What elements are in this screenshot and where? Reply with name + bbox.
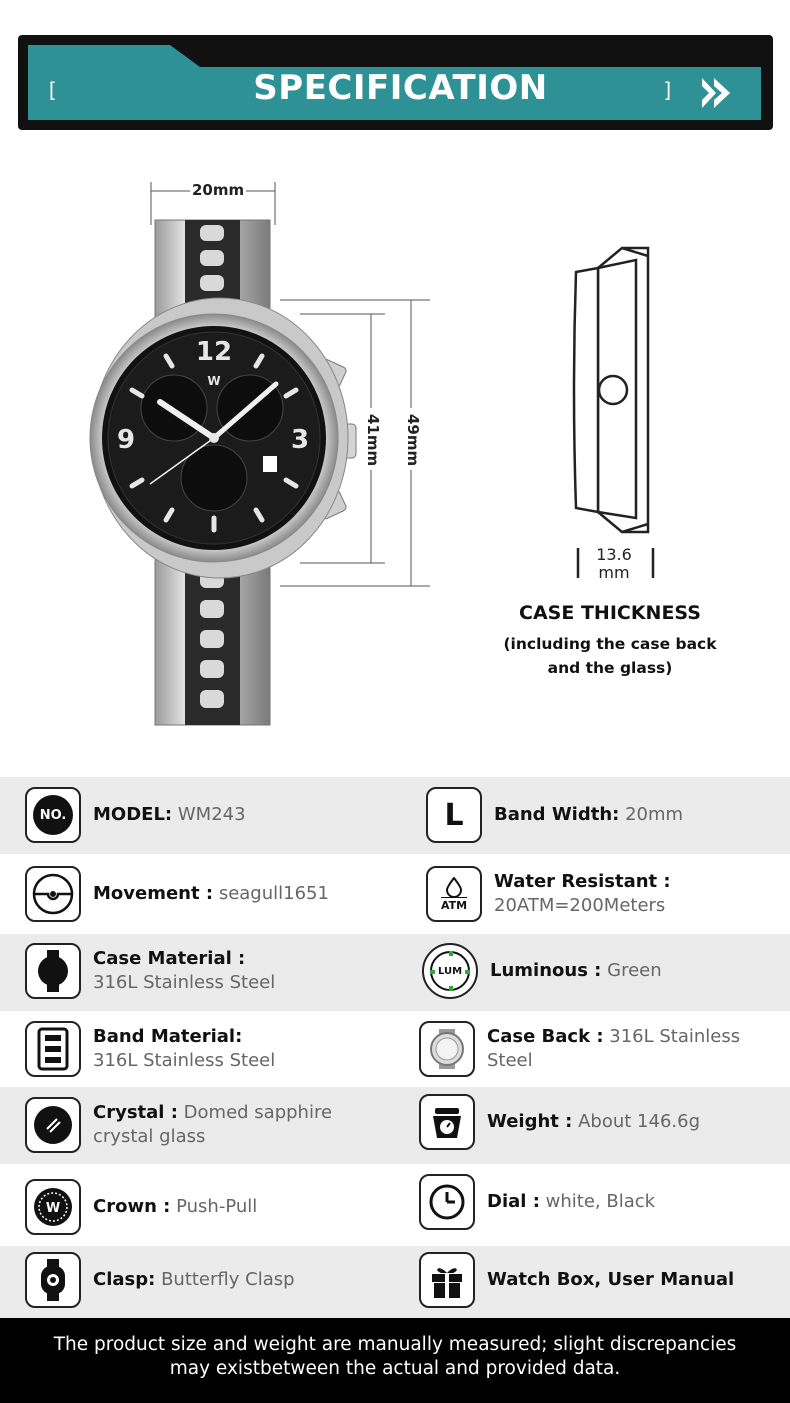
spec-crystal xyxy=(25,1097,332,1153)
band-width-icon xyxy=(426,787,482,843)
spec-luminous xyxy=(422,943,662,999)
dial-label: Dial : xyxy=(487,1191,540,1212)
bracelet-icon xyxy=(25,1021,81,1077)
model-value: WM243 xyxy=(177,804,246,825)
disclaimer-footer xyxy=(0,1318,790,1403)
band-width-dimension: 20mm xyxy=(192,181,245,199)
luminous-icon-text: LUM xyxy=(437,965,463,977)
movement-icon xyxy=(25,866,81,922)
spec-case-material xyxy=(25,943,275,999)
case-material-value: 316L Stainless Steel xyxy=(93,972,276,993)
dial-value: white, Black xyxy=(545,1191,656,1212)
crown-label: Crown : xyxy=(93,1196,171,1217)
luminous-label: Luminous : xyxy=(490,960,602,981)
water-label: Water Resistant : xyxy=(494,871,671,892)
water-icon-text: ATM xyxy=(440,898,468,912)
disclaimer-line-1: The product size and weight are manually measured; slight discrepancies xyxy=(53,1334,737,1355)
weight-value: About 146.6g xyxy=(578,1111,700,1132)
crown-icon xyxy=(25,1179,81,1235)
case-back-value: 316L Stainless Steel xyxy=(487,1026,741,1071)
svg-text:12: 12 xyxy=(195,337,233,367)
band-width-label: Band Width: xyxy=(494,804,620,825)
svg-text:9: 9 xyxy=(116,425,136,455)
model-label: MODEL: xyxy=(93,804,173,825)
svg-text:3: 3 xyxy=(290,425,310,455)
movement-value: seagull1651 xyxy=(218,883,329,904)
case-icon xyxy=(25,943,81,999)
spec-model xyxy=(25,787,246,843)
lug-dimension: 49mm xyxy=(404,414,422,467)
spec-band-material xyxy=(25,1021,275,1077)
band-material-label: Band Material: xyxy=(93,1026,243,1047)
luminous-icon xyxy=(422,943,478,999)
thickness-dimension: 13.6 mm xyxy=(596,545,632,582)
clasp-value: Butterfly Clasp xyxy=(161,1269,295,1290)
crown-value: Push-Pull xyxy=(176,1196,258,1217)
luminous-value: Green xyxy=(607,960,662,981)
bracket-right-icon: ] xyxy=(662,78,675,102)
band-width-icon-text: L xyxy=(444,797,464,833)
spec-case-back xyxy=(419,1021,790,1077)
scale-icon xyxy=(419,1094,475,1150)
dial-dimension: 41mm xyxy=(364,414,382,467)
crystal-icon xyxy=(25,1097,81,1153)
case-back-icon xyxy=(419,1021,475,1077)
spec-weight xyxy=(419,1094,700,1150)
case-thickness-subtitle xyxy=(490,632,730,680)
weight-label: Weight : xyxy=(487,1111,573,1132)
case-back-label: Case Back : xyxy=(487,1026,604,1047)
gift-box-icon xyxy=(419,1252,475,1308)
lum-badge xyxy=(430,951,470,991)
case-thickness-line2: and the glass) xyxy=(547,659,673,677)
clasp-label: Clasp: xyxy=(93,1269,156,1290)
crystal-value-1: Domed sapphire xyxy=(183,1102,333,1123)
spec-crown xyxy=(25,1179,257,1235)
case-thickness-title: CASE THICKNESS xyxy=(519,602,701,624)
spec-clasp xyxy=(25,1252,295,1308)
spec-band-width xyxy=(426,787,683,843)
spec-movement xyxy=(25,866,329,922)
clasp-icon xyxy=(25,1252,81,1308)
bracket-left-icon: [ xyxy=(46,78,59,102)
spec-dial xyxy=(419,1174,655,1230)
band-width-value: 20mm xyxy=(625,804,684,825)
svg-text:W: W xyxy=(45,1201,61,1216)
crystal-label: Crystal : xyxy=(93,1102,178,1123)
crystal-value-2: crystal glass xyxy=(93,1126,206,1147)
model-icon-text: NO. xyxy=(33,795,73,835)
clock-icon xyxy=(419,1174,475,1230)
case-thickness-line1: (including the case back xyxy=(503,635,717,653)
model-number-icon xyxy=(25,787,81,843)
box-label: Watch Box, User Manual xyxy=(487,1269,735,1290)
movement-label: Movement : xyxy=(93,883,214,904)
disclaimer-line-2: may existbetween the actual and provided data. xyxy=(169,1358,621,1379)
band-material-value: 316L Stainless Steel xyxy=(93,1050,276,1071)
case-material-label: Case Material : xyxy=(93,948,246,969)
spec-box xyxy=(419,1252,734,1308)
spec-water-resistant xyxy=(426,866,671,922)
water-value: 20ATM=200Meters xyxy=(494,895,666,916)
svg-text:W: W xyxy=(207,374,221,388)
page-title: SPECIFICATION xyxy=(253,68,548,108)
water-drop-icon xyxy=(426,866,482,922)
